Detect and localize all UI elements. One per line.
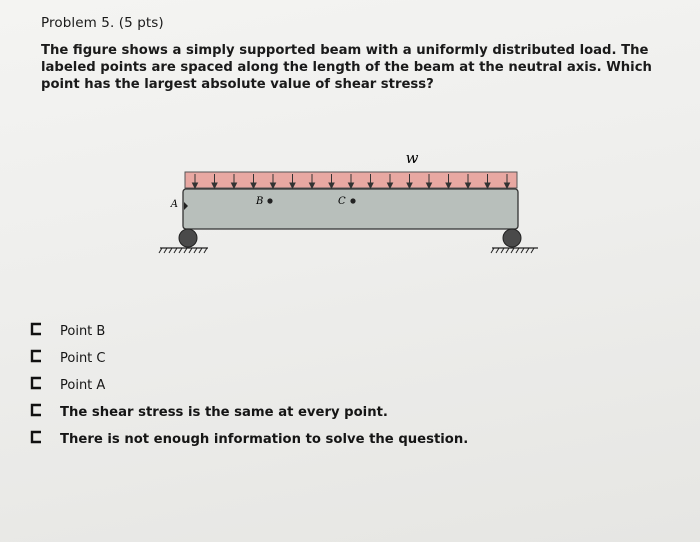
- option-label: Point B: [60, 324, 106, 339]
- answer-options: [30, 318, 468, 453]
- right-roller-support: [491, 229, 538, 253]
- checkbox-icon[interactable]: [30, 403, 42, 417]
- option-point-a[interactable]: [30, 372, 468, 399]
- option-point-c[interactable]: [30, 345, 468, 372]
- option-same-everywhere[interactable]: [30, 399, 468, 426]
- checkbox-icon[interactable]: [30, 349, 42, 363]
- point-a-label: A: [170, 199, 178, 210]
- option-label: The shear stress is the same at every point.: [60, 405, 388, 420]
- option-label: Point A: [60, 378, 106, 393]
- checkbox-icon[interactable]: [30, 430, 42, 444]
- left-pin-support: [159, 229, 208, 253]
- checkbox-icon[interactable]: [30, 376, 42, 390]
- beam: [183, 189, 518, 229]
- problem-title: Problem 5. (5 pts): [41, 15, 164, 31]
- checkbox-icon[interactable]: [30, 322, 42, 336]
- option-not-enough-info[interactable]: [30, 426, 468, 453]
- beam-figure: [150, 140, 550, 265]
- load-label: w: [405, 149, 419, 167]
- option-label: There is not enough information to solve the question.: [60, 432, 469, 447]
- point-b-dot: [267, 198, 272, 203]
- option-point-b[interactable]: [30, 318, 468, 345]
- point-c-label: C: [338, 196, 346, 207]
- point-b-label: B: [256, 196, 264, 207]
- option-label: Point C: [60, 351, 106, 366]
- question-text: The figure shows a simply supported beam with a uniformly distributed load. The labeled points are spaced along the length of the beam at the neutral axis. Which point has the largest absolute value of shear stress?: [41, 43, 652, 92]
- point-c-dot: [350, 198, 355, 203]
